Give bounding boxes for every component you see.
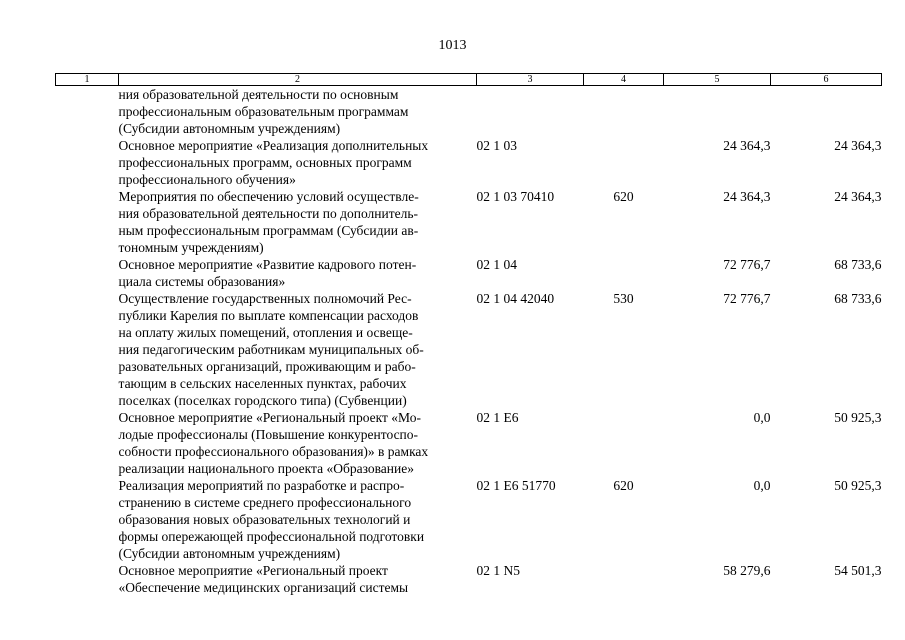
- row-value-5-cell: 24 364,3: [723, 189, 771, 204]
- description-line: ния образовательной деятельности по основным: [118, 87, 399, 102]
- description-line: публики Карелия по выплате компенсации расходов: [118, 308, 419, 323]
- description-line: разовательных организаций, проживающим и рабо-: [118, 359, 416, 374]
- description-line: профессиональным образовательным программам: [118, 104, 409, 119]
- column-header-3: 3: [477, 74, 584, 86]
- row-number-cell: [56, 290, 119, 409]
- table-row: [56, 188, 882, 256]
- column-header-5: 5: [664, 74, 771, 86]
- description-line: странению в системе среднего профессионального: [118, 495, 412, 510]
- row-value-5-cell: 72 776,7: [723, 291, 771, 306]
- row-code-cell: 02 1 03 70410: [476, 189, 555, 204]
- column-header-4: 4: [584, 74, 664, 86]
- description-line: циала системы образования»: [118, 274, 286, 289]
- description-line: реализации национального проекта «Образование»: [118, 461, 414, 476]
- table-row: [56, 477, 882, 562]
- description-line: образования новых образовательных технологий и: [118, 512, 411, 527]
- description-line: профессионального обучения»: [118, 172, 296, 187]
- description-line: Основное мероприятие «Реализация дополнительных: [118, 138, 429, 153]
- description-line: тающим в сельских населенных пунктах, рабочих: [118, 376, 407, 391]
- row-code-cell: 02 1 E6: [476, 410, 519, 425]
- description-line: ния образовательной деятельности по дополнитель-: [118, 206, 418, 221]
- description-line: Основное мероприятие «Региональный проект «Мо-: [118, 410, 421, 425]
- row-description-cell: [119, 256, 477, 290]
- table-row: [56, 137, 882, 188]
- column-header-2: 2: [119, 74, 477, 86]
- description-line: (Субсидии автономным учреждениям): [118, 121, 341, 136]
- column-header-1: 1: [56, 74, 119, 86]
- row-number-cell: [56, 137, 119, 188]
- row-type-cell: [584, 562, 664, 596]
- table-row: [56, 562, 882, 596]
- description-line: (Субсидии автономным учреждениям): [118, 546, 341, 561]
- row-value-6-cell: [771, 86, 882, 138]
- row-description-cell: [119, 409, 477, 477]
- table-row: [56, 290, 882, 409]
- row-code-cell: [477, 86, 584, 138]
- row-number-cell: [56, 562, 119, 596]
- description-line: Осуществление государственных полномочий Рес-: [118, 291, 412, 306]
- row-type-cell: [584, 137, 664, 188]
- row-type-cell: 530: [613, 291, 634, 306]
- description-line: профессиональных программ, основных программ: [118, 155, 412, 170]
- row-value-5-cell: 58 279,6: [723, 563, 771, 578]
- row-type-cell: 620: [613, 189, 634, 204]
- row-type-cell: 620: [613, 478, 634, 493]
- row-description-cell: [119, 562, 477, 596]
- row-value-5-cell: 24 364,3: [723, 138, 771, 153]
- row-number-cell: [56, 477, 119, 562]
- table-row: [56, 86, 882, 138]
- row-value-6-cell: 50 925,3: [834, 478, 882, 493]
- row-number-cell: [56, 86, 119, 138]
- description-line: Основное мероприятие «Развитие кадрового потен-: [118, 257, 417, 272]
- row-value-6-cell: 24 364,3: [834, 138, 882, 153]
- table-body: [56, 86, 882, 597]
- description-line: Реализация мероприятий по разработке и распро-: [118, 478, 405, 493]
- row-code-cell: 02 1 04: [476, 257, 517, 272]
- row-value-6-cell: 68 733,6: [834, 291, 882, 306]
- row-number-cell: [56, 409, 119, 477]
- row-value-6-cell: 54 501,3: [834, 563, 882, 578]
- description-line: на оплату жилых помещений, отопления и освеще-: [118, 325, 413, 340]
- row-description-cell: [119, 477, 477, 562]
- table-row: [56, 409, 882, 477]
- row-value-5-cell: 0,0: [753, 478, 771, 493]
- description-line: ным профессиональным программам (Субсидии ав-: [118, 223, 419, 238]
- row-type-cell: [584, 86, 664, 138]
- description-line: формы опережающей профессиональной подготовки: [118, 529, 425, 544]
- column-header-6: 6: [771, 74, 882, 86]
- column-number-row: [56, 74, 882, 86]
- row-code-cell: 02 1 E6 51770: [476, 478, 556, 493]
- description-line: лодые профессионалы (Повышение конкурентоспо-: [118, 427, 419, 442]
- row-description-cell: [119, 137, 477, 188]
- row-description-cell: [119, 86, 477, 138]
- row-code-cell: 02 1 04 42040: [476, 291, 555, 306]
- row-value-6-cell: 24 364,3: [834, 189, 882, 204]
- row-number-cell: [56, 256, 119, 290]
- table-row: [56, 256, 882, 290]
- table-header: [56, 74, 882, 86]
- description-line: Основное мероприятие «Региональный проект: [118, 563, 388, 578]
- row-type-cell: [584, 256, 664, 290]
- description-line: собности профессионального образования)» в рамках: [118, 444, 429, 459]
- row-number-cell: [56, 188, 119, 256]
- budget-table: [55, 73, 882, 596]
- row-value-6-cell: 50 925,3: [834, 410, 882, 425]
- description-line: Мероприятия по обеспечению условий осуществле-: [118, 189, 419, 204]
- row-description-cell: [119, 188, 477, 256]
- row-type-cell: [584, 409, 664, 477]
- description-line: тономным учреждениям): [118, 240, 264, 255]
- row-description-cell: [119, 290, 477, 409]
- description-line: «Обеспечение медицинских организаций системы: [118, 580, 409, 595]
- page-number: 1013: [438, 38, 467, 53]
- row-code-cell: 02 1 N5: [476, 563, 520, 578]
- row-code-cell: 02 1 03: [476, 138, 517, 153]
- row-value-5-cell: [664, 86, 771, 138]
- description-line: поселках (поселках городского типа) (Субвенции): [118, 393, 407, 408]
- row-value-5-cell: 72 776,7: [723, 257, 771, 272]
- description-line: ния педагогическим работникам муниципальных об-: [118, 342, 424, 357]
- row-value-5-cell: 0,0: [753, 410, 771, 425]
- row-value-6-cell: 68 733,6: [834, 257, 882, 272]
